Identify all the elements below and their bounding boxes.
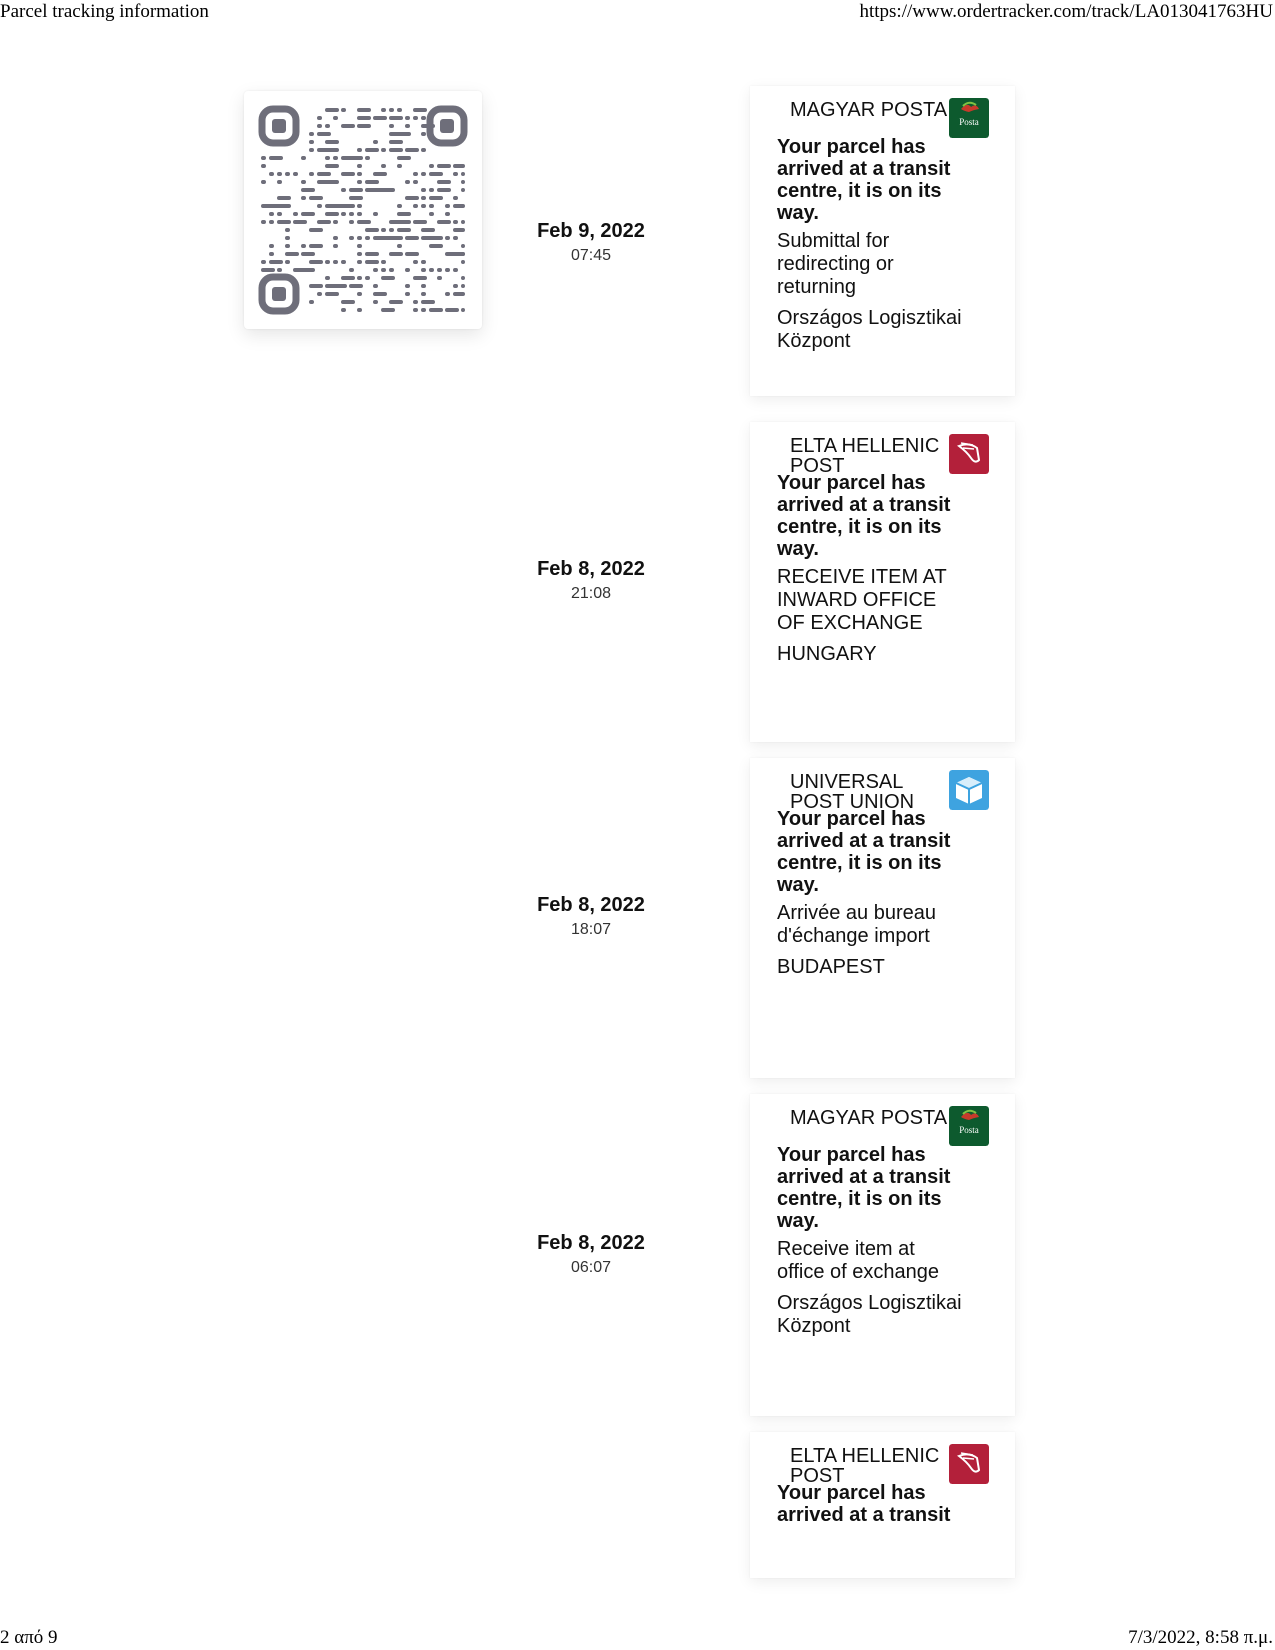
event-status: Your parcel has arrived at a transit centre, it is on its way. [777, 808, 951, 896]
svg-text:Posta: Posta [959, 117, 979, 127]
svg-text:Posta: Posta [959, 1125, 979, 1135]
event-time: 21:08 [570, 585, 612, 602]
qr-code-icon [257, 104, 469, 316]
event-status: Your parcel has arrived at a transit centre, it is on its way. [777, 472, 951, 560]
event-date-block [516, 558, 666, 603]
event-time: 06:07 [570, 1259, 612, 1276]
upu-box-icon [949, 770, 989, 810]
event-status: Your parcel has arrived at a transit [777, 1482, 951, 1526]
event-location: BUDAPEST [777, 956, 885, 978]
event-date: Feb 9, 2022 [537, 220, 645, 242]
carrier-name: ELTA HELLENIC POST [790, 1445, 940, 1487]
page-title: Parcel tracking information [0, 1, 209, 22]
event-location: HUNGARY [777, 643, 877, 665]
event-date: Feb 8, 2022 [537, 894, 645, 916]
page-url[interactable]: https://www.ordertracker.com/track/LA013041763HU [859, 1, 1273, 22]
event-detail: RECEIVE ITEM AT INWARD OFFICE OF EXCHANGE [777, 566, 947, 634]
event-date: Feb 8, 2022 [537, 558, 645, 580]
event-date: Feb 8, 2022 [537, 1232, 645, 1254]
event-detail: Submittal for redirecting or returning [777, 230, 894, 298]
event-card [750, 1432, 1015, 1578]
event-time: 18:07 [570, 921, 612, 938]
carrier-name: MAGYAR POSTA [790, 99, 948, 121]
magyar-posta-icon [949, 98, 989, 138]
page-number: 2 από 9 [0, 1627, 58, 1648]
event-location: Országos Logisztikai Központ [777, 1292, 962, 1337]
event-card [750, 86, 1015, 396]
event-status: Your parcel has arrived at a transit centre, it is on its way. [777, 136, 951, 224]
elta-icon [949, 1444, 989, 1484]
magyar-posta-icon [949, 1106, 989, 1146]
qr-code [244, 91, 482, 329]
event-date-block [516, 1232, 666, 1277]
event-date-block [516, 220, 666, 265]
carrier-name: ELTA HELLENIC POST [790, 435, 940, 477]
event-card [750, 758, 1015, 1078]
carrier-name: UNIVERSAL POST UNION [790, 771, 915, 813]
event-card [750, 422, 1015, 742]
carrier-name: MAGYAR POSTA [790, 1107, 948, 1129]
event-time: 07:45 [570, 247, 612, 264]
event-status: Your parcel has arrived at a transit centre, it is on its way. [777, 1144, 951, 1232]
event-date-block [516, 894, 666, 939]
print-datetime: 7/3/2022, 8:58 π.μ. [1128, 1627, 1273, 1648]
event-detail: Arrivée au bureau d'échange import [777, 902, 936, 947]
elta-icon [949, 434, 989, 474]
event-location: Országos Logisztikai Központ [777, 307, 962, 352]
event-detail: Receive item at office of exchange [777, 1238, 939, 1283]
event-card [750, 1094, 1015, 1416]
